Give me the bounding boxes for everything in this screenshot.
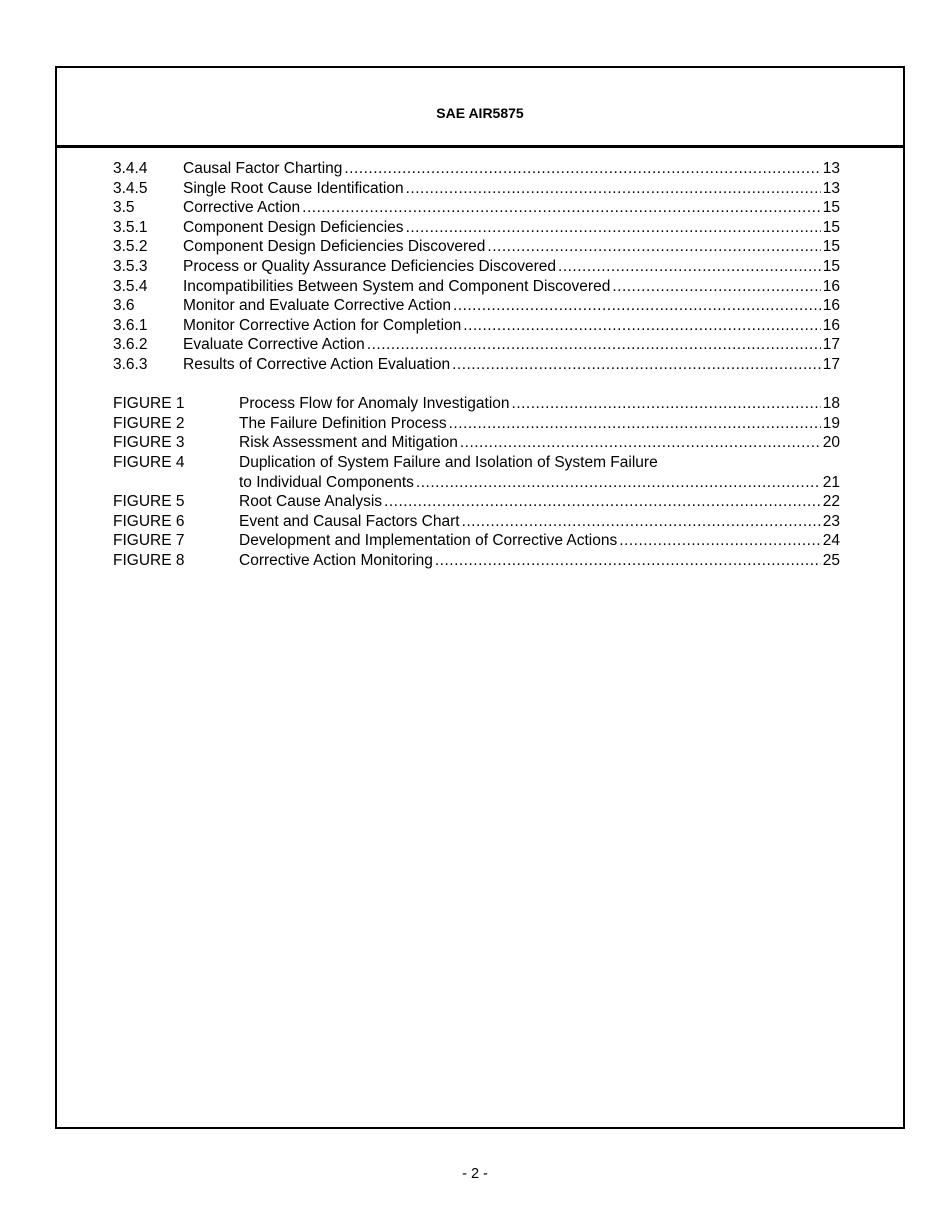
leader-dots <box>619 531 821 551</box>
section-title: Results of Corrective Action Evaluation <box>183 355 451 373</box>
leader-dots <box>406 218 821 238</box>
figure-number: FIGURE 1 <box>113 395 185 413</box>
figure-number: FIGURE 2 <box>113 414 185 432</box>
figure-number: FIGURE 3 <box>113 434 185 452</box>
leader-dots <box>460 433 821 453</box>
leader-dots <box>344 159 820 179</box>
page-ref: 24 <box>822 532 840 550</box>
section-title: Process or Quality Assurance Deficiencies Discovered <box>183 257 557 275</box>
leader-dots <box>416 473 821 493</box>
figure-entry[interactable] <box>113 531 840 551</box>
section-number: 3.5 <box>113 199 135 217</box>
figure-entry[interactable] <box>113 433 840 453</box>
figure-entry[interactable] <box>113 551 840 571</box>
section-number: 3.5.2 <box>113 238 148 256</box>
leader-dots <box>463 316 820 336</box>
section-number: 3.5.4 <box>113 277 148 295</box>
leader-dots <box>406 179 821 199</box>
page-ref: 23 <box>822 512 840 530</box>
section-number: 3.6.3 <box>113 355 148 373</box>
leader-dots <box>453 296 821 316</box>
section-number: 3.6.2 <box>113 336 148 354</box>
page-ref: 22 <box>822 493 840 511</box>
figure-entry[interactable] <box>113 453 840 473</box>
figure-title: Corrective Action Monitoring <box>239 551 433 569</box>
section-number: 3.6.1 <box>113 316 148 334</box>
figure-title: Root Cause Analysis <box>239 493 383 511</box>
figure-entry[interactable] <box>113 492 840 512</box>
toc-entry[interactable] <box>113 277 840 297</box>
header <box>57 68 903 148</box>
section-title: Monitor and Evaluate Corrective Action <box>183 297 451 315</box>
page-ref: 21 <box>822 473 840 491</box>
leader-dots <box>462 512 821 532</box>
toc-entry[interactable] <box>113 296 840 316</box>
page-ref: 15 <box>822 257 840 275</box>
section-title: Causal Factor Charting <box>183 160 343 177</box>
figure-number: FIGURE 6 <box>113 512 185 530</box>
figure-number: FIGURE 8 <box>113 551 185 569</box>
section-title: Corrective Action <box>183 199 301 217</box>
figure-number: FIGURE 5 <box>113 493 185 511</box>
toc-entry[interactable] <box>113 159 840 179</box>
page-ref: 17 <box>822 336 840 354</box>
page-ref: 15 <box>822 238 840 256</box>
figure-title: Event and Causal Factors Chart <box>239 512 460 530</box>
section-title: Component Design Deficiencies Discovered <box>183 238 486 256</box>
toc-entry[interactable] <box>113 198 840 218</box>
page-ref: 19 <box>822 414 840 432</box>
section-title: Single Root Cause Identification <box>183 179 404 197</box>
page-ref: 20 <box>822 434 840 452</box>
page-ref: 13 <box>822 179 840 197</box>
toc-entry[interactable] <box>113 355 840 375</box>
figure-entry[interactable] <box>113 414 840 434</box>
leader-dots <box>558 257 821 277</box>
page-ref: 18 <box>822 395 840 413</box>
figure-title: The Failure Definition Process <box>239 414 447 432</box>
figure-title: Process Flow for Anomaly Investigation <box>239 395 510 413</box>
page-ref: 16 <box>822 316 840 334</box>
section-number: 3.4.5 <box>113 179 148 197</box>
section-number: 3.5.3 <box>113 257 148 275</box>
section-title: Monitor Corrective Action for Completion <box>183 316 462 334</box>
toc-entry[interactable] <box>113 179 840 199</box>
page-ref: 25 <box>822 551 840 569</box>
section-title: Component Design Deficiencies <box>183 218 404 236</box>
leader-dots <box>512 394 821 414</box>
figure-entry[interactable] <box>113 512 840 532</box>
table-of-contents <box>113 159 840 570</box>
page-ref: 13 <box>822 160 840 177</box>
leader-dots <box>367 335 821 355</box>
page-ref: 15 <box>822 199 840 217</box>
figure-number: FIGURE 7 <box>113 532 185 550</box>
page-ref: 16 <box>822 297 840 315</box>
figure-title: Duplication of System Failure and Isolation of System Failure <box>239 453 658 471</box>
toc-entry[interactable] <box>113 218 840 238</box>
spacer <box>113 375 840 395</box>
section-number: 3.5.1 <box>113 218 148 236</box>
section-title: Evaluate Corrective Action <box>183 336 365 354</box>
leader-dots <box>449 414 821 434</box>
toc-entry[interactable] <box>113 257 840 277</box>
leader-dots <box>384 492 821 512</box>
toc-entry[interactable] <box>113 237 840 257</box>
figure-title-continued: to Individual Components <box>239 473 414 491</box>
figure-entry-continuation[interactable] <box>113 473 840 493</box>
leader-dots <box>452 355 821 375</box>
leader-dots <box>435 551 821 571</box>
figure-number: FIGURE 4 <box>113 453 185 471</box>
page-ref: 16 <box>822 277 840 295</box>
section-number: 3.6 <box>113 297 135 315</box>
section-title: Incompatibilities Between System and Component Discovered <box>183 277 611 295</box>
figure-entry[interactable] <box>113 394 840 414</box>
leader-dots <box>612 277 820 297</box>
toc-entry[interactable] <box>113 335 840 355</box>
page-ref: 17 <box>822 355 840 373</box>
leader-dots <box>302 198 821 218</box>
figure-title: Development and Implementation of Corrective Actions <box>239 532 618 550</box>
toc-entry[interactable] <box>113 316 840 336</box>
section-number: 3.4.4 <box>113 160 148 177</box>
figure-title: Risk Assessment and Mitigation <box>239 434 458 452</box>
page-ref: 15 <box>822 218 840 236</box>
leader-dots <box>487 237 820 257</box>
document-title: SAE AIR5875 <box>436 105 524 121</box>
page-number: - 2 - <box>462 1166 488 1182</box>
page-frame <box>55 66 905 1129</box>
